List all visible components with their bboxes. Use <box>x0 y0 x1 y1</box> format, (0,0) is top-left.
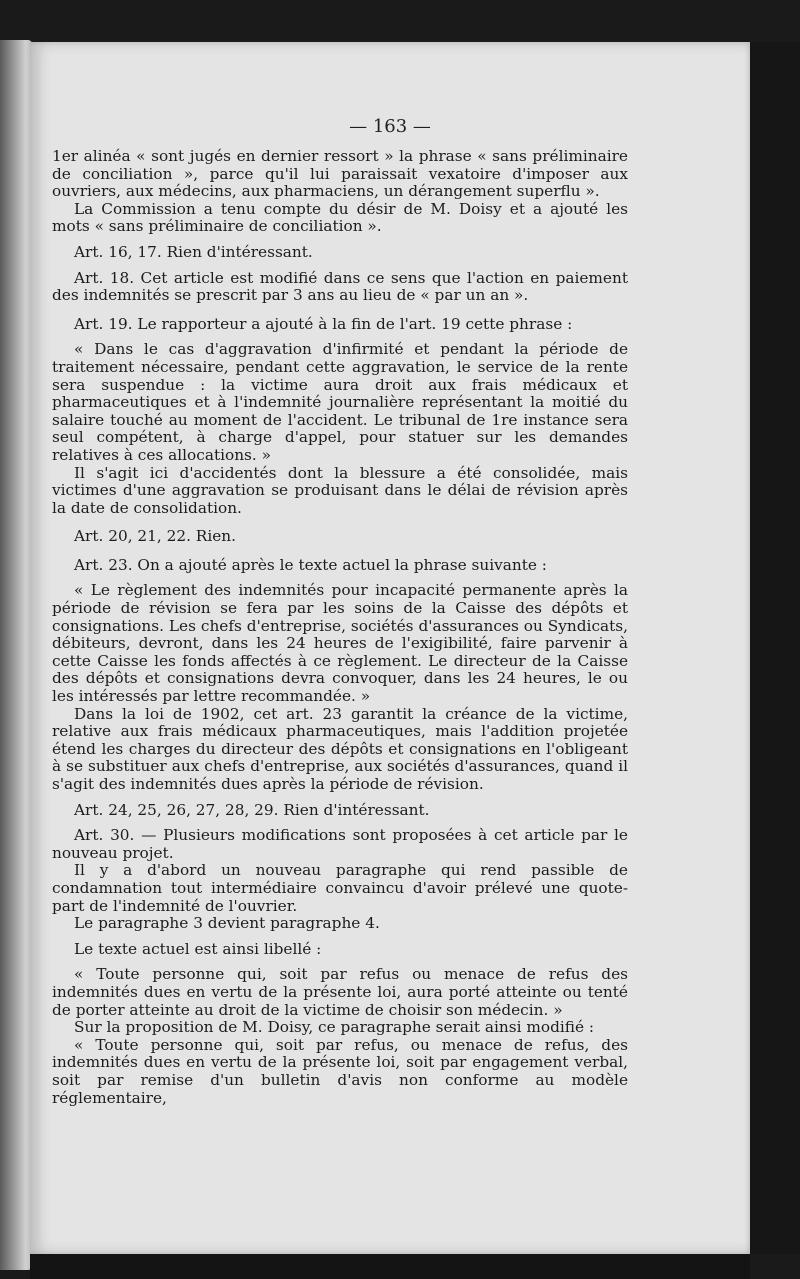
paragraph: Art. 30. — Plusieurs modifications sont proposées à cet article par le nouveau projet. <box>52 826 628 862</box>
paragraph: Art. 19. Le rapporteur a ajouté à la fin de l'art. 19 cette phrase : <box>74 314 573 333</box>
body-text <box>52 148 628 1107</box>
page-number: — 163 — <box>349 116 431 137</box>
paragraph: Le texte actuel est ainsi libellé : <box>74 939 322 958</box>
paragraph: Il y a d'abord un nouveau paragraphe qui rend passible de condamnation tout intermédiaire convaincu d'avoir prélevé une quote-part de l'indemnité de l'ouvrier. <box>52 861 628 915</box>
paragraph: Art. 18. Cet article est modifié dans ce sens que l'action en paiement des indemnités se prescrit par 3 ans au lieu de « par un an ». <box>52 268 628 305</box>
paragraph: « Dans le cas d'aggravation d'infirmité et pendant la période de traitement nécessaire, pendant cette aggravation, le service de la rente sera suspendue : la victime aura droit aux frais médicaux et pharmaceutiques et à l'indemnité journalière représentant la moitié du salaire touché au moment de l'accident. Le tribunal de 1re instance sera seul compétent, à charge d'appel, pour statuer sur les demandes relatives à ces allocations. » <box>52 340 628 464</box>
scan-background-right <box>750 42 800 1254</box>
book-page <box>30 42 750 1254</box>
paragraph: Sur la proposition de M. Doisy, ce paragraphe serait ainsi modifié : <box>74 1018 595 1037</box>
paragraph: Il s'agit ici d'accidentés dont la blessure a été consolidée, mais victimes d'une aggravation se produisant dans le délai de révision après la date de consolidation. <box>52 463 628 517</box>
previous-page-edge <box>0 40 32 1270</box>
paragraph: « Le règlement des indemnités pour incapacité permanente après la période de révision se fera par les soins de la Caisse des dépôts et consignations. Les chefs d'entreprise, sociétés d'assurances ou Syndicats, débiteurs, devront, dans les 24 heures de l'exigibilité, faire parvenir à cette Caisse les fonds affectés à ce règlement. Le directeur de la Caisse des dépôts et consignations devra convoquer, dans les 24 heures, le ou les intéressés par lettre recommandée. » <box>52 581 628 706</box>
paragraph: « Toute personne qui, soit par refus, ou menace de refus, des indemnités dues en vertu de la présente loi, soit par engagement verbal, soit par remise d'un bulletin d'avis non conforme au modèle réglementaire, <box>52 1035 628 1107</box>
paragraph: Art. 24, 25, 26, 27, 28, 29. Rien d'intéressant. <box>74 800 430 819</box>
paragraph: Art. 20, 21, 22. Rien. <box>74 527 236 546</box>
paragraph: Art. 16, 17. Rien d'intéressant. <box>74 242 313 261</box>
paragraph: Art. 23. On a ajouté après le texte actuel la phrase suivante : <box>74 555 547 574</box>
paragraph: La Commission a tenu compte du désir de M. Doisy et a ajouté les mots « sans préliminaire de conciliation ». <box>52 199 628 236</box>
scan-background-bottom <box>30 1254 750 1279</box>
paragraph: 1er alinéa « sont jugés en dernier ressort » la phrase « sans préliminaire de conciliation », parce qu'il lui paraissait vexatoire d'imposer aux ouvriers, aux médecins, aux pharmaciens, un dérangement superflu ». <box>52 147 628 201</box>
paragraph: « Toute personne qui, soit par refus ou menace de refus des indemnités dues en vertu de la présente loi, aura porté atteinte ou tenté de porter atteinte au droit de la victime de choisir son médecin. » <box>52 965 628 1019</box>
paragraph: Le paragraphe 3 devient paragraphe 4. <box>74 914 380 933</box>
paragraph: Dans la loi de 1902, cet art. 23 garantit la créance de la victime, relative aux frais médicaux pharmaceutiques, mais l'addition projetée étend les charges du directeur des dépôts et consignations en l'obligeant à se substituer aux chefs d'entreprise, aux sociétés d'assurances, quand il s'agit des indemnités dues après la période de révision. <box>52 704 628 793</box>
